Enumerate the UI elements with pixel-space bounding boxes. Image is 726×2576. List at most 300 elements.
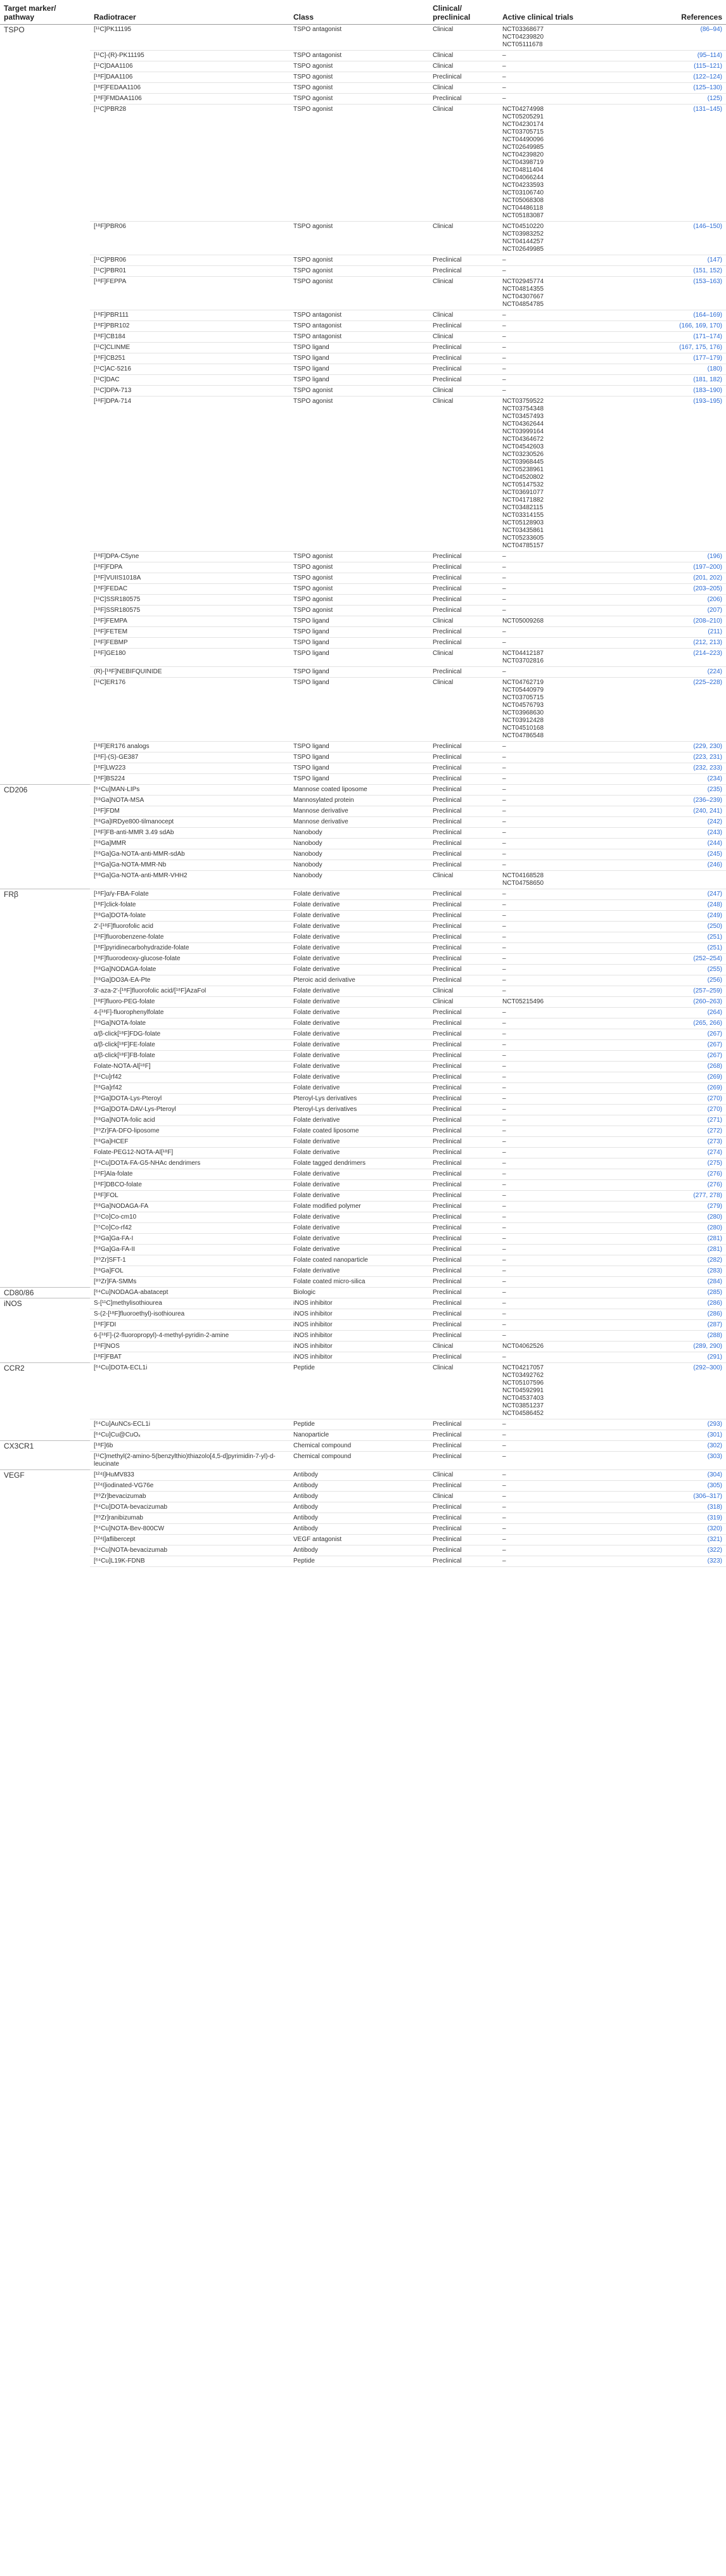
trial-id: – [502,574,506,581]
clinical-cell: Clinical [429,25,499,51]
trials-cell [499,595,622,606]
trials-cell [499,1051,622,1062]
trial-id: – [502,775,506,782]
radiotracer-cell: α/β-click[¹⁸F]FDG-folate [90,1029,290,1040]
radiotracer-cell: [¹⁸F]click-folate [90,900,290,911]
radiotracer-cell: [¹⁸F]fluorodeoxy-glucose-folate [90,954,290,965]
class-cell: TSPO agonist [290,552,429,562]
clinical-cell: Preclinical [429,1115,499,1126]
radiotracer-cell: [¹⁸F]FOL [90,1191,290,1202]
references-cell: (269) [622,1072,726,1083]
table-row [0,1492,726,1502]
target-cell: iNOS [0,1298,90,1363]
clinical-cell: Preclinical [429,763,499,774]
radiotracer-cell: [⁵⁵Co]Co-cm10 [90,1212,290,1223]
radiotracer-cell: [⁸⁹Zr]FA-SMMs [90,1277,290,1288]
radiotracer-cell: [⁶⁸Ga]DO3A-EA-Pte [90,975,290,986]
trials-cell [499,25,622,51]
trial-id: NCT05440979 [502,687,544,694]
clinical-cell: Preclinical [429,1452,499,1470]
class-cell: Folate coated micro-silica [290,1277,429,1288]
trial-id: NCT04168528 [502,872,544,879]
references-cell: (257–259) [622,986,726,997]
trials-cell [499,678,622,742]
table-row [0,900,726,911]
table-row [0,1212,726,1223]
trials-cell [499,1545,622,1556]
trials-cell [499,1342,622,1352]
trials-cell [499,1126,622,1137]
table-row [0,742,726,752]
trial-id: – [502,743,506,750]
trials-cell [499,61,622,72]
class-cell: TSPO agonist [290,573,429,584]
clinical-cell: Preclinical [429,1309,499,1320]
radiotracer-cell: [¹⁸F]DPA-C5yne [90,552,290,562]
references-cell: (164–169) [622,310,726,321]
references-cell: (244) [622,839,726,849]
trial-id: NCT04171882 [502,497,544,504]
class-cell: Antibody [290,1492,429,1502]
trial-id: – [502,1052,506,1059]
class-cell: TSPO ligand [290,742,429,752]
trial-id: NCT03999164 [502,428,544,435]
table-row [0,774,726,785]
radiotracer-cell: S-[¹¹C]methylisothiourea [90,1298,290,1309]
references-cell: (302) [622,1441,726,1452]
radiotracer-cell: [¹¹C]methyl(2-amino-5(benzylthio)thiazolo[4,5-d]pyrimidin-7-yl)-d-leucinate [90,1452,290,1470]
trial-id: – [502,1171,506,1177]
trials-cell [499,105,622,222]
trials-cell [499,51,622,61]
trial-id: – [502,1482,506,1489]
clinical-cell: Clinical [429,105,499,222]
trial-id: – [502,818,506,825]
trial-id: NCT04786548 [502,732,544,739]
table-row [0,1234,726,1245]
trial-id: – [502,754,506,761]
class-cell: Folate derivative [290,1115,429,1126]
trial-id: NCT03435861 [502,527,544,534]
trial-id: – [502,1214,506,1221]
clinical-cell: Preclinical [429,839,499,849]
trial-id: NCT04062526 [502,1343,544,1350]
trials-cell [499,1492,622,1502]
clinical-cell: Preclinical [429,667,499,678]
references-cell: (95–114) [622,51,726,61]
radiotracer-cell: [¹⁸F]FETEM [90,627,290,638]
radiotracer-cell: [⁸⁹Zr]SFT-1 [90,1255,290,1266]
clinical-cell: Clinical [429,997,499,1008]
class-cell: Pteroic acid derivative [290,975,429,986]
trials-cell [499,1298,622,1309]
table-row [0,105,726,222]
class-cell: iNOS inhibitor [290,1352,429,1363]
class-cell: TSPO antagonist [290,51,429,61]
target-cell: VEGF [0,1470,90,1567]
clinical-cell: Preclinical [429,785,499,796]
clinical-cell: Preclinical [429,1072,499,1083]
trials-cell [499,1191,622,1202]
references-cell: (284) [622,1277,726,1288]
references-cell: (292–300) [622,1363,726,1419]
trials-cell [499,667,622,678]
radiotracer-cell: [⁶⁴Cu]DOTA-FA-G5-NHAc dendrimers [90,1158,290,1169]
trial-id: NCT04811404 [502,167,544,174]
trials-cell [499,849,622,860]
clinical-cell: Preclinical [429,1441,499,1452]
trials-cell [499,1223,622,1234]
references-cell: (277, 278) [622,1191,726,1202]
trial-id: – [502,1181,506,1188]
trial-id: – [502,1020,506,1027]
class-cell: Folate derivative [290,1212,429,1223]
class-cell: TSPO agonist [290,83,429,94]
trials-cell [499,997,622,1008]
trials-cell [499,1169,622,1180]
trials-cell [499,774,622,785]
trials-cell [499,1062,622,1072]
trial-id: NCT02649985 [502,144,544,151]
class-cell: Antibody [290,1513,429,1524]
clinical-cell: Preclinical [429,1245,499,1255]
references-cell: (181, 182) [622,375,726,386]
class-cell: iNOS inhibitor [290,1320,429,1331]
table-row [0,1331,726,1342]
table-row [0,649,726,667]
class-cell: Folate modified polymer [290,1202,429,1212]
references-cell: (224) [622,667,726,678]
table-row [0,627,726,638]
table-row [0,1320,726,1331]
radiotracer-cell: [⁶⁸Ga]Ga-FA-I [90,1234,290,1245]
radiotracer-cell: [¹¹C]DAC [90,375,290,386]
radiotracer-cell: [¹⁸F]NOS [90,1342,290,1352]
references-cell: (281) [622,1245,726,1255]
clinical-cell: Preclinical [429,1481,499,1492]
trial-id: NCT05183087 [502,212,544,219]
table-row [0,911,726,922]
table-row [0,1481,726,1492]
table-row [0,965,726,975]
radiotracer-cell: [¹⁸F]DAA1106 [90,72,290,83]
table-row [0,1158,726,1169]
trials-cell [499,742,622,752]
clinical-cell: Preclinical [429,806,499,817]
trials-cell [499,1524,622,1535]
radiotracer-cell: [¹⁸F]fluoro-PEG-folate [90,997,290,1008]
trial-id: – [502,923,506,930]
clinical-cell: Preclinical [429,1105,499,1115]
references-cell: (276) [622,1180,726,1191]
radiotracer-cell: α/β-click[¹⁸F]FB-folate [90,1051,290,1062]
trial-id: NCT05009268 [502,618,544,625]
radiotracer-cell: [⁶⁴Cu]Cu@CuOₓ [90,1430,290,1441]
clinical-cell: Clinical [429,616,499,627]
radiotracer-cell: [⁶⁸Ga]NODAGA-folate [90,965,290,975]
radiotracer-cell: [⁶⁸Ga]Ga-NOTA-anti-MMR-sdAb [90,849,290,860]
trials-cell [499,1018,622,1029]
trial-id: NCT05233605 [502,535,544,542]
radiotracer-cell: [⁶⁸Ga]IRDye800-tilmanocept [90,817,290,828]
trial-id: – [502,901,506,908]
references-cell: (125–130) [622,83,726,94]
trial-id: – [502,1041,506,1048]
class-cell: Pteroyl-Lys derivatives [290,1094,429,1105]
table-row [0,364,726,375]
trials-cell [499,638,622,649]
radiotracer-cell: [¹⁸F]VUIIS1018A [90,573,290,584]
references-cell: (323) [622,1556,726,1567]
trial-id: – [502,944,506,951]
trial-id: – [502,765,506,771]
references-cell [622,871,726,889]
trials-cell [499,828,622,839]
clinical-cell: Preclinical [429,1535,499,1545]
trial-id: NCT03705715 [502,129,544,136]
references-cell: (167, 175, 176) [622,343,726,353]
clinical-cell: Preclinical [429,1234,499,1245]
references-cell: (249) [622,911,726,922]
references-cell: (171–174) [622,332,726,343]
class-cell: Folate derivative [290,1040,429,1051]
radiotracer-cell: [⁶⁸Ga]Ga-FA-II [90,1245,290,1255]
header-class: Class [290,0,429,25]
clinical-cell: Preclinical [429,1202,499,1212]
table-row [0,785,726,796]
class-cell: Folate coated liposome [290,1126,429,1137]
trials-cell [499,1094,622,1105]
class-cell: Folate coated nanoparticle [290,1255,429,1266]
table-row [0,828,726,839]
trial-id: – [502,596,506,603]
class-cell: TSPO agonist [290,277,429,310]
references-cell: (288) [622,1331,726,1342]
trials-cell [499,332,622,343]
class-cell: Folate derivative [290,1266,429,1277]
table-row [0,1363,726,1419]
trials-cell [499,1331,622,1342]
trial-id: – [502,1117,506,1124]
references-cell: (283) [622,1266,726,1277]
references-cell: (271) [622,1115,726,1126]
clinical-cell: Clinical [429,386,499,397]
trials-cell [499,1513,622,1524]
trial-id: – [502,365,506,372]
trial-id: – [502,934,506,941]
radiotracer-cell: [⁶⁸Ga]NOTA-folate [90,1018,290,1029]
radiotracer-cell: Folate-PEG12-NOTA-Al[¹⁸F] [90,1148,290,1158]
references-cell: (223, 231) [622,752,726,763]
class-cell: TSPO agonist [290,606,429,616]
references-cell: (267) [622,1040,726,1051]
trial-id: NCT04592991 [502,1387,544,1394]
class-cell: Antibody [290,1470,429,1481]
trial-id: NCT04576793 [502,702,544,709]
radiotracer-cell: [⁶⁴Cu]NOTA-Bev-800CW [90,1524,290,1535]
trials-cell [499,1115,622,1126]
references-cell: (267) [622,1029,726,1040]
trial-id: NCT04510168 [502,725,544,732]
trial-id: – [502,1321,506,1328]
radiotracer-cell: [⁶⁴Cu]rf42 [90,1072,290,1083]
trial-id: – [502,1267,506,1274]
radiotracer-cell: [⁸⁹Zr]ranibizumab [90,1513,290,1524]
clinical-cell: Preclinical [429,266,499,277]
table-row [0,266,726,277]
class-cell: Folate derivative [290,986,429,997]
clinical-cell: Preclinical [429,911,499,922]
table-row [0,638,726,649]
radiotracer-cell: [¹⁸F]α/γ-FBA-Folate [90,889,290,900]
trials-cell [499,1320,622,1331]
trial-id: – [502,1160,506,1167]
class-cell: TSPO agonist [290,72,429,83]
trials-cell [499,1212,622,1223]
class-cell: Pteroyl-Lys derivatives [290,1105,429,1115]
clinical-cell: Preclinical [429,1513,499,1524]
class-cell: TSPO ligand [290,638,429,649]
references-cell: (306–317) [622,1492,726,1502]
clinical-cell: Preclinical [429,975,499,986]
trial-id: NCT04537403 [502,1395,544,1402]
trial-id: NCT03314155 [502,512,544,519]
clinical-cell: Preclinical [429,849,499,860]
clinical-cell: Preclinical [429,1094,499,1105]
references-cell: (275) [622,1158,726,1169]
references-cell: (196) [622,552,726,562]
table-body [0,25,726,1567]
clinical-cell: Preclinical [429,364,499,375]
references-cell: (322) [622,1545,726,1556]
trial-id: NCT04510220 [502,223,544,230]
trials-cell [499,375,622,386]
table-row [0,1535,726,1545]
trial-id: – [502,1084,506,1091]
radiotracer-cell: [¹⁸F]DPA-714 [90,397,290,552]
trials-cell [499,860,622,871]
clinical-cell: Preclinical [429,1298,499,1309]
trial-id: NCT04586452 [502,1410,544,1417]
trial-id: NCT04814355 [502,286,544,293]
radiotracer-cell: 4-[¹⁸F]-fluorophenylfolate [90,1008,290,1018]
references-cell: (268) [622,1062,726,1072]
trial-id: – [502,977,506,984]
table-row [0,1441,726,1452]
clinical-cell: Preclinical [429,562,499,573]
trials-cell [499,954,622,965]
trial-id: NCT04854785 [502,301,544,308]
class-cell: Antibody [290,1545,429,1556]
trial-id: NCT05205291 [502,113,544,120]
table-row [0,1513,726,1524]
trials-cell [499,1352,622,1363]
references-cell: (211) [622,627,726,638]
clinical-cell: Preclinical [429,1352,499,1363]
trials-cell [499,1502,622,1513]
trials-cell [499,552,622,562]
target-cell: TSPO [4,25,25,34]
radiotracer-cell: [¹²⁴I]HuMV833 [90,1470,290,1481]
trials-cell [499,922,622,932]
trials-cell [499,1008,622,1018]
references-cell: (260–263) [622,997,726,1008]
radiotracer-cell: [⁶⁸Ga]MMR [90,839,290,849]
trial-id: – [502,1310,506,1317]
class-cell: Folate derivative [290,1018,429,1029]
radiotracer-cell: [¹⁸F]pyridinecarbohydrazide-folate [90,943,290,954]
trial-id: NCT03912428 [502,717,544,724]
references-cell: (246) [622,860,726,871]
trial-id: – [502,585,506,592]
trials-cell [499,900,622,911]
references-cell: (197–200) [622,562,726,573]
radiotracer-cell: [¹⁸F]ER176 analogs [90,742,290,752]
radiotracer-cell: S-(2-[¹⁸F]fluoroethyl)-isothiourea [90,1309,290,1320]
trials-cell [499,752,622,763]
trials-cell [499,1556,622,1567]
clinical-cell: Preclinical [429,343,499,353]
table-row [0,1040,726,1051]
references-cell: (304) [622,1470,726,1481]
clinical-cell: Clinical [429,986,499,997]
trial-id: NCT05107596 [502,1380,544,1386]
radiotracer-cell: [¹⁸F]Ala-folate [90,1169,290,1180]
table-row [0,986,726,997]
clinical-cell: Preclinical [429,1545,499,1556]
radiotracer-cell: [¹⁸F]PBR111 [90,310,290,321]
clinical-cell: Preclinical [429,573,499,584]
trial-id: – [502,1192,506,1199]
class-cell: Folate derivative [290,1083,429,1094]
header-row [0,0,726,25]
trial-id: NCT04233593 [502,182,544,189]
trials-cell [499,1105,622,1115]
trials-cell [499,255,622,266]
trials-cell [499,83,622,94]
trial-id: – [502,1514,506,1521]
trial-id: – [502,1235,506,1242]
references-cell: (203–205) [622,584,726,595]
class-cell: TSPO ligand [290,616,429,627]
class-cell: TSPO antagonist [290,25,429,51]
trial-id: – [502,607,506,614]
trials-cell [499,817,622,828]
radiotracer-cell: [⁶⁸Ga]HCEF [90,1137,290,1148]
table-row [0,975,726,986]
class-cell: Folate derivative [290,1234,429,1245]
references-cell: (321) [622,1535,726,1545]
class-cell: iNOS inhibitor [290,1309,429,1320]
clinical-cell: Preclinical [429,606,499,616]
radiotracer-cell: [⁶⁸Ga]NODAGA-FA [90,1202,290,1212]
radiotracer-cell: [¹⁸F]-(S)-GE387 [90,752,290,763]
trials-cell [499,1430,622,1441]
table-row [0,386,726,397]
trial-id: NCT03368677 [502,26,544,33]
trial-id: NCT04362644 [502,421,544,428]
trial-id: – [502,955,506,962]
table-row [0,552,726,562]
trial-id: NCT04758650 [502,880,544,887]
table-row [0,1502,726,1513]
references-cell: (201, 202) [622,573,726,584]
clinical-cell: Clinical [429,222,499,255]
trial-id: NCT03851237 [502,1402,544,1409]
trials-cell [499,1202,622,1212]
trial-id: – [502,786,506,793]
class-cell: Folate derivative [290,1148,429,1158]
